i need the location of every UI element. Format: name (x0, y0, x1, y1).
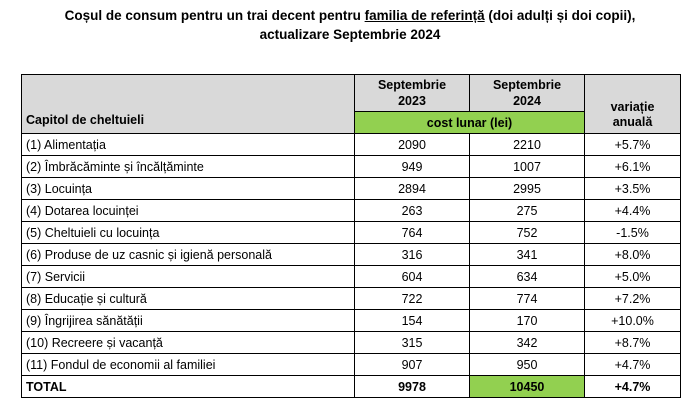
table-row (22, 266, 681, 288)
row-variation: +8.0% (585, 244, 681, 266)
row-category: (5) Cheltuieli cu locuința (22, 222, 355, 244)
row-value-2024: 341 (470, 244, 585, 266)
row-value-2023: 316 (355, 244, 470, 266)
row-value-2023: 764 (355, 222, 470, 244)
total-variation: +4.7% (585, 376, 681, 398)
row-category: (3) Locuința (22, 178, 355, 200)
row-variation: +7.2% (585, 288, 681, 310)
title-line-2: actualizare Septembrie 2024 (259, 27, 441, 42)
row-variation: +6.1% (585, 156, 681, 178)
table-row (22, 244, 681, 266)
row-category: (4) Dotarea locuinței (22, 200, 355, 222)
row-value-2024: 342 (470, 332, 585, 354)
table-row (22, 354, 681, 376)
row-category: (9) Îngrijirea sănătății (22, 310, 355, 332)
row-value-2024: 950 (470, 354, 585, 376)
row-value-2023: 2894 (355, 178, 470, 200)
row-value-2023: 263 (355, 200, 470, 222)
row-variation: +5.7% (585, 134, 681, 156)
row-value-2023: 154 (355, 310, 470, 332)
row-category: (6) Produse de uz casnic și igienă personală (22, 244, 355, 266)
title-line-1: Coșul de consum pentru un trai decent pentru familia de referință (doi adulți și doi copii), (64, 8, 636, 23)
header-monthly-cost: cost lunar (lei) (355, 112, 585, 134)
table-row (22, 310, 681, 332)
row-value-2024: 752 (470, 222, 585, 244)
row-variation: +3.5% (585, 178, 681, 200)
header-annual-variation: variație anuală (585, 75, 681, 134)
consumption-basket-table (21, 74, 681, 398)
header-sept-2023: Septembrie 2023 (355, 75, 470, 112)
row-value-2024: 275 (470, 200, 585, 222)
total-value-2024: 10450 (470, 376, 585, 398)
row-category: (8) Educație și cultură (22, 288, 355, 310)
table-row (22, 156, 681, 178)
header-sept-2024: Septembrie 2024 (470, 75, 585, 112)
row-value-2023: 315 (355, 332, 470, 354)
document-title (0, 6, 700, 44)
row-value-2023: 907 (355, 354, 470, 376)
table-row (22, 134, 681, 156)
total-label: TOTAL (22, 376, 355, 398)
total-value-2023: 9978 (355, 376, 470, 398)
total-row (22, 376, 681, 398)
row-value-2024: 774 (470, 288, 585, 310)
table-row (22, 288, 681, 310)
row-value-2023: 2090 (355, 134, 470, 156)
row-category: (2) Îmbrăcăminte și încălțăminte (22, 156, 355, 178)
row-variation: +5.0% (585, 266, 681, 288)
header-category: Capitol de cheltuieli (22, 75, 355, 134)
row-variation: +4.4% (585, 200, 681, 222)
row-category: (10) Recreere și vacanță (22, 332, 355, 354)
row-value-2023: 604 (355, 266, 470, 288)
row-value-2024: 2210 (470, 134, 585, 156)
row-value-2024: 1007 (470, 156, 585, 178)
row-value-2023: 949 (355, 156, 470, 178)
row-value-2024: 2995 (470, 178, 585, 200)
header-row-top (22, 75, 681, 112)
row-variation: +8.7% (585, 332, 681, 354)
row-category: (1) Alimentația (22, 134, 355, 156)
row-category: (11) Fondul de economii al familiei (22, 354, 355, 376)
row-variation: +4.7% (585, 354, 681, 376)
row-value-2024: 170 (470, 310, 585, 332)
row-category: (7) Servicii (22, 266, 355, 288)
table-row (22, 178, 681, 200)
table-row (22, 332, 681, 354)
title-underlined-term: familia de referință (364, 8, 485, 23)
row-value-2024: 634 (470, 266, 585, 288)
table-row (22, 200, 681, 222)
row-variation: +10.0% (585, 310, 681, 332)
table-row (22, 222, 681, 244)
row-variation: -1.5% (585, 222, 681, 244)
row-value-2023: 722 (355, 288, 470, 310)
